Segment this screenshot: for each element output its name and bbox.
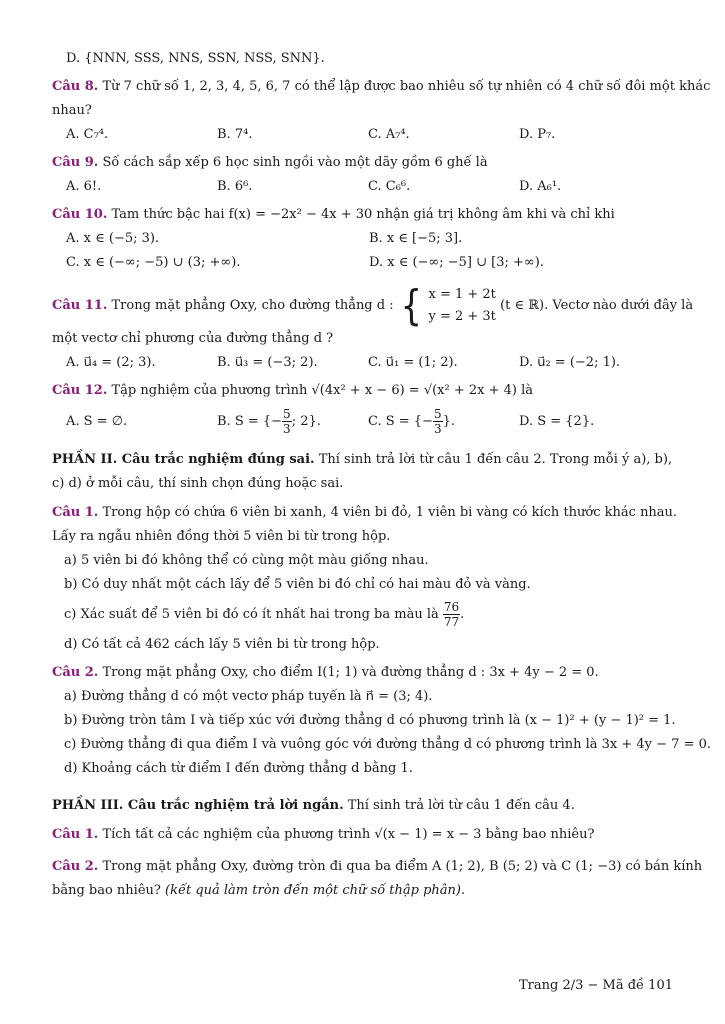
statement-a: a) Đường thẳng d có một vectơ pháp tuyến là n⃗ = (3; 4). [64, 689, 433, 704]
statement-c: c) Xác suất để 5 viên bi đó có ít nhất hai trong ba màu là $\frac{76}{77}$ . [64, 600, 465, 629]
statement-b: b) Có duy nhất một cách lấy để 5 viên bi đó chỉ có hai màu đỏ và vàng. [64, 577, 531, 592]
question-text: Trong hộp có chứa 6 viên bi xanh, 4 viên bi đỏ, 1 viên bi vàng có kích thước khác nhau. [102, 505, 678, 520]
question-text: Trong mặt phẳng Oxy, đường tròn đi qua ba điểm A (1; 2), B (5; 2) và C (1; −3) có bán kính [102, 859, 703, 874]
question-text: Trong mặt phẳng Oxy, cho đường thẳng d : [111, 298, 394, 313]
option-b: B. 7⁴. [217, 127, 253, 142]
option-c-pre: C. S = {− [368, 414, 433, 429]
question-text-cont: nhau? [52, 103, 92, 118]
statements [64, 688, 712, 778]
statement-b: b) Đường tròn tâm I và tiếp xúc với đường thẳng d có phương trình là (x − 1)² + (y − 1)² = 1. [64, 713, 676, 728]
q10-options-row2 [66, 254, 672, 272]
option-a: A. x ∈ (−5; 3). [66, 231, 160, 246]
system-row-2: y = 2 + 3t [428, 308, 496, 324]
option-d: D. x ∈ (−∞; −5] ∪ [3; +∞). [369, 255, 544, 270]
fraction-num: 5 [433, 407, 442, 421]
q9-options [66, 178, 672, 196]
question-label: Câu 2. [52, 859, 99, 874]
statement-d: d) Khoảng cách từ điểm I đến đường thẳng d bằng 1. [64, 761, 413, 776]
fraction-den: 3 [433, 422, 442, 436]
option-b: B. x ∈ [−5; 3]. [369, 231, 463, 246]
section-intro: Thí sinh trả lời từ câu 1 đến câu 2. Trong mỗi ý a), b), [318, 452, 673, 467]
option-c [368, 406, 519, 438]
question-text: Số cách sắp xếp 6 học sinh ngồi vào một dãy gồm 6 ghế là [102, 155, 488, 170]
question-text: Từ 7 chữ số 1, 2, 3, 4, 5, 6, 7 có thể lập được bao nhiêu số tự nhiên có 4 chữ số đôi một khác [102, 79, 711, 94]
part3-question-1 [52, 826, 672, 844]
question-11 [52, 280, 694, 372]
q11-options [66, 354, 672, 372]
question-label: Câu 11. [52, 298, 108, 313]
option-a: A. 6!. [66, 179, 102, 194]
statement-d: d) Có tất cả 462 cách lấy 5 viên bi từ trong hộp. [64, 637, 380, 652]
system-row-1: x = 1 + 2t [428, 286, 496, 302]
part2-question-1 [52, 504, 678, 654]
option-c-post: }. [442, 414, 456, 429]
option-d: D. A₆¹. [519, 179, 562, 194]
option-b-pre: B. S = {− [217, 414, 283, 429]
statements [64, 552, 672, 654]
statement-a: a) 5 viên bi đó không thể có cùng một màu giống nhau. [64, 553, 429, 568]
fraction [433, 407, 443, 436]
option-b: B. 6⁶. [217, 179, 253, 194]
question-10 [52, 206, 672, 272]
question-text-cont: Lấy ra ngẫu nhiên đồng thời 5 viên bi từ trong hộp. [52, 529, 391, 544]
part-3-heading [52, 796, 672, 816]
q8-options [66, 126, 672, 144]
question-label: Câu 10. [52, 207, 108, 222]
option-a: A. u⃗₄ = (2; 3). [66, 355, 156, 370]
option-c: C. A₇⁴. [368, 127, 410, 142]
fraction-den: 3 [283, 422, 291, 436]
question-12 [52, 382, 672, 438]
question-text: Tam thức bậc hai f(x) = −2x² − 4x + 30 nhận giá trị không âm khi và chỉ khi [111, 207, 615, 222]
parametric-system [398, 280, 496, 330]
page-footer: Trang 2/3 − Mã đề 101 [518, 978, 673, 993]
question-text: Tích tất cả các nghiệm của phương trình √(x − 1) = x − 3 bằng bao nhiêu? [102, 827, 595, 842]
question-label: Câu 2. [52, 665, 99, 680]
question-text-cont: bằng bao nhiêu? [52, 883, 161, 898]
fraction [282, 407, 292, 436]
section-title: PHẦN II. Câu trắc nghiệm đúng sai. [52, 452, 315, 467]
fraction [443, 600, 460, 629]
section-title: PHẦN III. Câu trắc nghiệm trả lời ngắn. [52, 798, 344, 813]
question-label: Câu 1. [52, 505, 99, 520]
exam-page [52, 50, 712, 900]
option-a: A. C₇⁴. [66, 127, 109, 142]
question-8 [52, 78, 711, 144]
rounding-note: (kết quả làm tròn đến một chữ số thập phân). [165, 883, 466, 898]
question-label: Câu 1. [52, 827, 99, 842]
statement-c: c) Đường thẳng đi qua điểm I và vuông góc với đường thẳng d có phương trình là 3x + 4y − 7 = 0. [64, 737, 712, 752]
question-text-post: (t ∈ ℝ). Vectơ nào dưới đây là [500, 298, 694, 313]
part2-question-2 [52, 664, 712, 778]
option-c: C. x ∈ (−∞; −5) ∪ (3; +∞). [66, 255, 241, 270]
question-label: Câu 8. [52, 79, 99, 94]
section-intro: Thí sinh trả lời từ câu 1 đến câu 4. [347, 798, 575, 813]
option-a: A. S = ∅. [66, 414, 128, 429]
question-9 [52, 154, 672, 196]
option-b: B. u⃗₃ = (−3; 2). [217, 355, 318, 370]
fraction-num: 76 [443, 600, 460, 614]
question-text-cont: một vectơ chỉ phương của đường thẳng d ? [52, 331, 334, 346]
q12-options [66, 406, 672, 438]
question-label: Câu 9. [52, 155, 99, 170]
question-label: Câu 12. [52, 383, 108, 398]
q7-options [66, 50, 672, 68]
option-b [217, 406, 368, 438]
fraction-den: 77 [443, 615, 460, 629]
question-text: Trong mặt phẳng Oxy, cho điểm I(1; 1) và đường thẳng d : 3x + 4y − 2 = 0. [102, 665, 599, 680]
option-d: D. u⃗₂ = (−2; 1). [519, 355, 621, 370]
part3-question-2 [52, 858, 703, 900]
part-2-heading [52, 450, 672, 494]
option-c: C. u⃗₁ = (1; 2). [368, 355, 458, 370]
option-b-post: ; 2}. [291, 414, 321, 429]
statement-c-text: c) Xác suất để 5 viên bi đó có ít nhất hai trong ba màu là [64, 607, 439, 622]
fraction-num: 5 [283, 407, 291, 421]
brace-symbol: { [400, 280, 422, 330]
question-text: Tập nghiệm của phương trình √(4x² + x − 6) = √(x² + 2x + 4) là [111, 383, 534, 398]
q7-option-d: D. {NNN, SSS, NNS, SSN, NSS, SNN}. [66, 51, 325, 66]
q10-options-row1 [66, 230, 672, 248]
option-c: C. C₆⁶. [368, 179, 411, 194]
option-d: D. P₇. [519, 127, 556, 142]
option-d: D. S = {2}. [519, 414, 595, 429]
section-intro-cont: c) d) ở mỗi câu, thí sinh chọn đúng hoặc sai. [52, 476, 344, 491]
